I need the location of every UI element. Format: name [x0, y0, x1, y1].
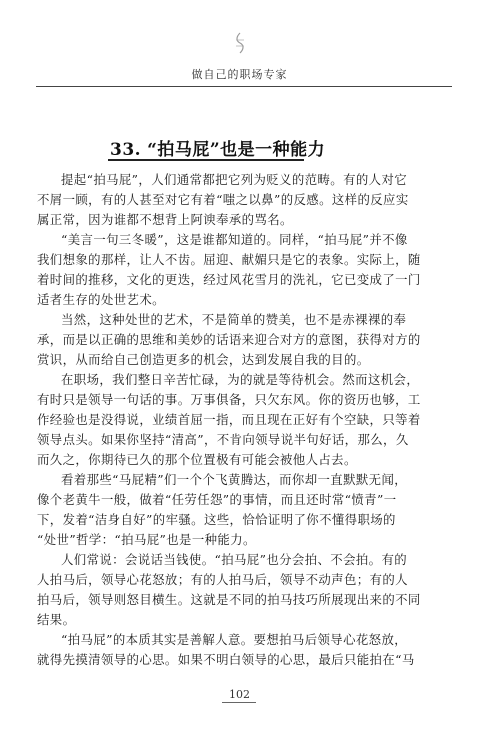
- paragraph-line: 适者生存的处世艺术。: [37, 292, 165, 307]
- paragraph-line: “拍马屁”的本质其实是善解人意。要想拍马后领导心花怒放，: [61, 632, 408, 647]
- paragraph-line: 拍马后，领导则怒目横生。这就是不同的拍马技巧所展现出来的不同: [37, 592, 421, 607]
- paragraph-line: 赏识，从而给自己创造更多的机会，达到发展自我的目的。: [37, 352, 370, 367]
- paragraph-line: 提起“拍马屁”，人们通常都把它列为贬义的范畴。有的人对它: [61, 172, 408, 187]
- paragraph-line: 看着那些“马屁精”们一个个飞黄腾达，而你却一直默默无闻，: [61, 472, 408, 487]
- chapter-title: [110, 135, 325, 160]
- header-divider: [36, 86, 452, 87]
- paragraph-line: 人们常说：会说话当钱使。“拍马屁”也分会拍、不会拍。有的: [61, 552, 408, 567]
- page-number-divider: [222, 702, 256, 703]
- paragraph-line: “处世”哲学：“拍马屁”也是一种能力。: [37, 532, 256, 547]
- title-underline: [108, 159, 304, 161]
- paragraph-line: 下，发着“洁身自好”的牢骚。这些，恰恰证明了你不懂得职场的: [37, 512, 396, 527]
- header-ornament-icon: [232, 32, 248, 54]
- paragraph-line: 结果。: [37, 612, 76, 627]
- paragraph-line: 就得先摸清领导的心思。如果不明白领导的心思，最后只能拍在“马: [37, 652, 415, 667]
- paragraph-line: 领导点头。如果你坚持“清高”，不肯向领导说半句好话，那么，久: [37, 432, 409, 447]
- paragraph-line: 我们想象的那样，让人不齿。屈迎、献媚只是它的表象。实际上，随: [37, 252, 421, 267]
- paragraph-line: 属正常，因为谁都不想背上阿谀奉承的骂名。: [37, 212, 293, 227]
- paragraph-line: 在职场，我们整日辛苦忙碌，为的就是等待机会。然而这机会，: [61, 372, 420, 387]
- paragraph-line: 有时只是领导一句话的事。万事俱备，只欠东风。你的资历也够，工: [37, 392, 421, 407]
- paragraph-line: 像个老黄牛一般，做着“任劳任怨”的事情，而且还时常“愤青”一: [37, 492, 397, 507]
- chapter-title-text: “拍马屁”也是一种能力: [147, 140, 326, 160]
- paragraph-line: “美言一句三冬暖”，这是谁都知道的。同样，“拍马屁”并不像: [61, 232, 408, 247]
- paragraph-line: 人拍马后，领导心花怒放；有的人拍马后，领导不动声色；有的人: [37, 572, 408, 587]
- paragraph-line: 承，而是以正确的思维和美妙的话语来迎合对方的意图，获得对方的: [37, 332, 421, 347]
- paragraph-line: 作经验也是没得说，业绩首屈一指，而且现在正好有个空缺，只等着: [37, 412, 421, 427]
- chapter-number: 33.: [110, 140, 142, 160]
- running-header: 做自己的职场专家: [191, 68, 288, 81]
- paragraph-line: 当然，这种处世的艺术，不是简单的赞美，也不是赤裸裸的奉: [61, 312, 407, 327]
- paragraph-line: 不屑一顾，有的人甚至对它有着“嗤之以鼻”的反感。这样的反应实: [37, 192, 409, 207]
- paragraph-line: 着时间的推移，文化的更迭，经过风花雪月的洗礼，它已变成了一门: [37, 272, 421, 287]
- page-number: 102: [229, 688, 250, 701]
- paragraph-line: 而久之，你期待已久的那个位置极有可能会被他人占去。: [37, 452, 357, 467]
